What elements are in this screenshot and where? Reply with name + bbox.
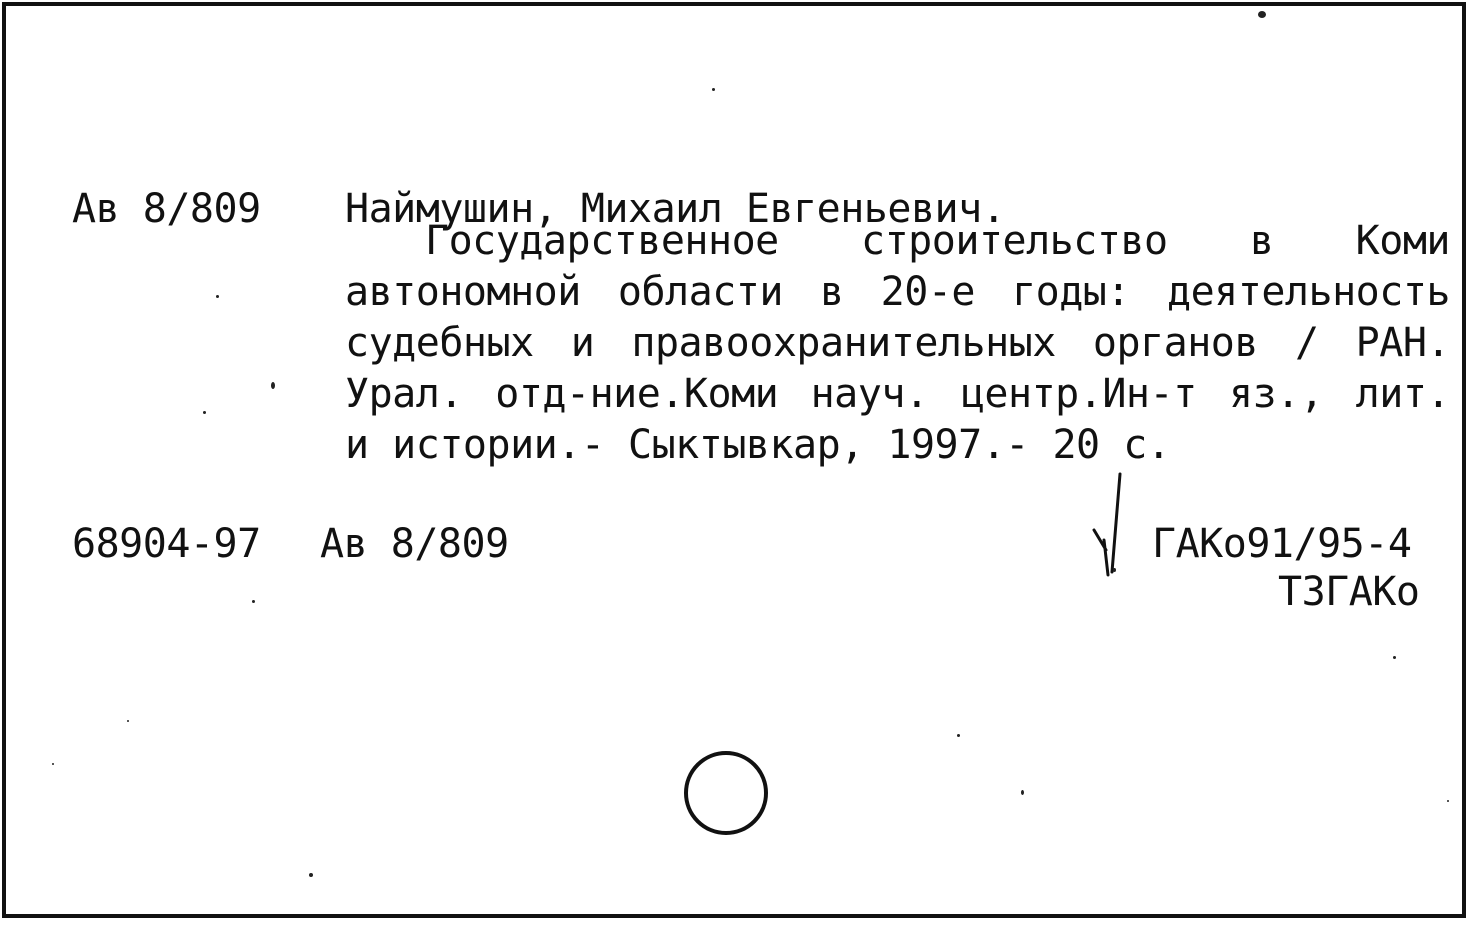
dust-speck [52, 763, 54, 765]
dust-speck [1393, 656, 1396, 659]
dust-speck [309, 873, 313, 877]
description-line: и истории.- Сыктывкар, 1997.- 20 с. [345, 422, 1171, 468]
description-line: Государственное строительство в Коми [425, 218, 1450, 264]
description-line: судебных и правоохранительных органов / РАН. [345, 320, 1450, 366]
dust-speck [957, 734, 960, 737]
dust-speck [1258, 11, 1266, 18]
dust-speck [216, 295, 219, 298]
dust-speck [1021, 790, 1024, 795]
archive-name: ТЗГАКо [1278, 569, 1420, 615]
author-heading: Наймушин, Михаил Евгеньевич. [345, 186, 1006, 232]
dust-speck [1113, 568, 1116, 572]
dust-speck [271, 382, 275, 389]
punch-hole [683, 750, 769, 836]
shelf-mark: Ав 8/809 [320, 521, 509, 567]
dust-speck [252, 600, 255, 603]
dust-speck [127, 720, 129, 722]
check-mark-icon [1090, 470, 1130, 580]
bibliographic-description [345, 216, 1450, 471]
call-number: Ав 8/809 [72, 186, 261, 232]
archive-code: ГАКо91/95-4 [1152, 521, 1412, 567]
description-line: автономной области в 20-е годы: деятельность [345, 269, 1450, 315]
dust-speck [712, 88, 715, 91]
description-line: Урал. отд-ние.Коми науч. центр.Ин-т яз., лит. [345, 371, 1450, 417]
dust-speck [1447, 800, 1449, 802]
accession-number: 68904-97 [72, 521, 261, 567]
dust-speck [203, 411, 206, 414]
